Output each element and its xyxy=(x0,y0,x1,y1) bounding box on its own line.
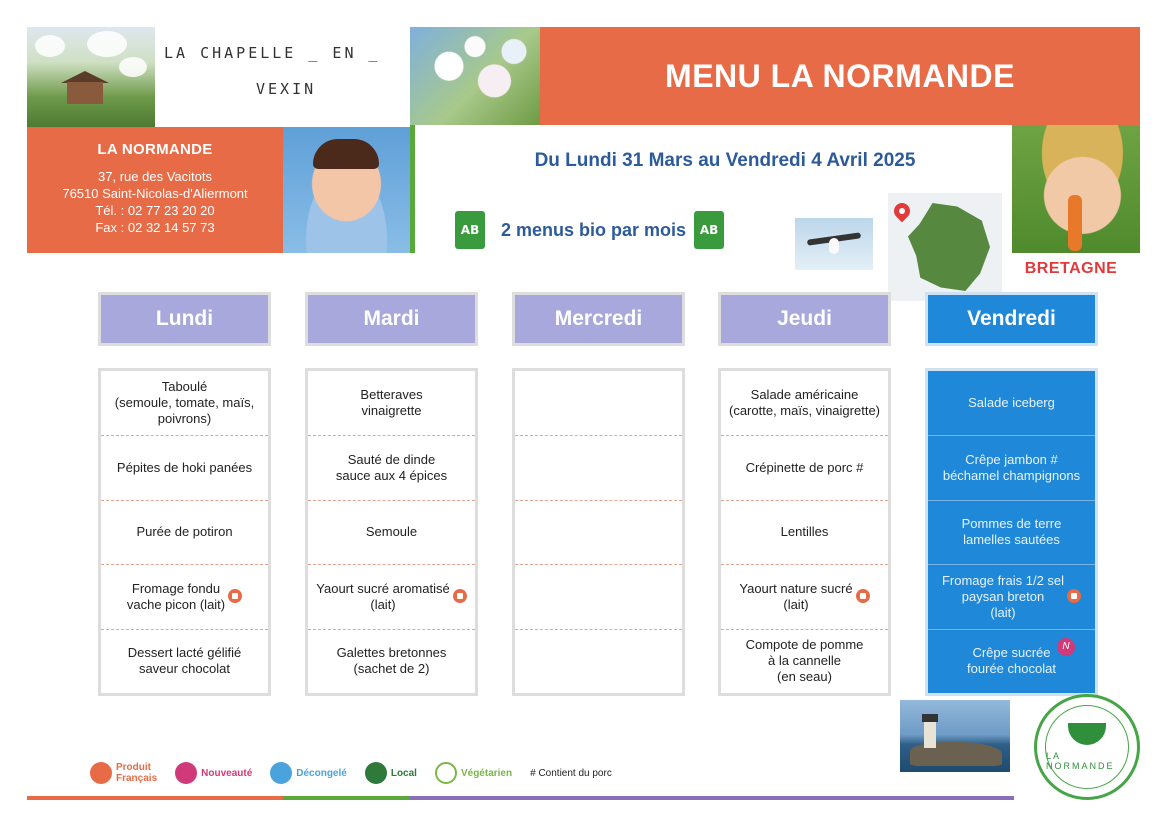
snowflake-icon xyxy=(270,762,292,784)
produit-francais-icon xyxy=(90,762,112,784)
menu-item: Crêpe sucrée fourée chocolat N xyxy=(928,629,1095,693)
la-normande-logo xyxy=(1034,694,1140,800)
day-header-lundi: Lundi xyxy=(98,292,271,346)
menu-item xyxy=(515,371,682,435)
supplier-address-block xyxy=(27,127,283,253)
girl-eating-photo xyxy=(283,127,410,253)
menu-item: Purée de potiron xyxy=(101,500,268,564)
seagull-photo xyxy=(795,218,873,270)
leaf-icon xyxy=(435,762,457,784)
page-title: MENU LA NORMANDE xyxy=(665,57,1015,94)
legend-porc: # Contient du porc xyxy=(530,767,612,779)
day-header-vendredi: Vendredi xyxy=(925,292,1098,346)
supplier-fax: Fax : 02 32 14 57 73 xyxy=(95,220,215,235)
menu-column-vendredi xyxy=(925,368,1098,696)
menu-item: Fromage fondu vache picon (lait) xyxy=(101,564,268,628)
nouveaute-icon xyxy=(175,762,197,784)
blossom-photo xyxy=(410,27,540,125)
boy-carrot-photo xyxy=(1012,125,1140,253)
menu-item: Semoule xyxy=(308,500,475,564)
supplier-street: 37, rue des Vacitots xyxy=(98,169,212,184)
orchard-photo xyxy=(27,27,155,127)
menu-item: Betteraves vinaigrette xyxy=(360,387,423,419)
supplier-name: LA NORMANDE xyxy=(97,141,213,158)
lighthouse-photo xyxy=(900,700,1010,772)
handwritten-line-1: LA CHAPELLE _ EN _ xyxy=(164,44,381,62)
menu-column-lundi xyxy=(98,368,271,696)
france-shape xyxy=(908,203,990,291)
map-pin-icon xyxy=(891,200,914,223)
menu-item: Crépinette de porc # xyxy=(721,435,888,499)
ab-bio-logo-icon-right: AB xyxy=(694,211,724,249)
menu-item xyxy=(515,629,682,693)
menu-column-mercredi xyxy=(512,368,685,696)
dish-icon xyxy=(1068,723,1106,745)
produit-francais-icon xyxy=(453,589,467,603)
footer-rule-orange xyxy=(27,796,283,800)
bio-text: 2 menus bio par mois xyxy=(501,219,687,240)
menu-item: Yaourt nature sucré (lait) xyxy=(721,564,888,628)
handwritten-school-name xyxy=(160,40,400,110)
supplier-phone: Tél. : 02 77 23 20 20 xyxy=(95,203,215,218)
produit-francais-icon xyxy=(1067,589,1081,603)
local-pot-icon xyxy=(365,762,387,784)
menu-item: Yaourt sucré aromatisé (lait) xyxy=(308,564,475,628)
legend-produit-francais: Produit Français xyxy=(90,762,157,784)
region-label: BRETAGNE xyxy=(1024,260,1118,277)
legend xyxy=(90,758,630,788)
produit-francais-icon xyxy=(856,589,870,603)
menu-item: Crêpe jambon # béchamel champignons xyxy=(928,435,1095,499)
day-header-mardi: Mardi xyxy=(305,292,478,346)
day-header-mercredi: Mercredi xyxy=(512,292,685,346)
bio-banner xyxy=(455,210,785,250)
menu-item: Pommes de terre lamelles sautées xyxy=(928,500,1095,564)
menu-item: Galettes bretonnes (sachet de 2) xyxy=(308,629,475,693)
legend-nouveaute: Nouveauté xyxy=(175,762,252,784)
footer-rule-green xyxy=(283,796,410,800)
france-map xyxy=(888,193,1002,301)
supplier-city: 76510 Saint-Nicolas-d'Aliermont xyxy=(62,186,248,201)
menu-item xyxy=(515,435,682,499)
menu-period: Du Lundi 31 Mars au Vendredi 4 Avril 2025 xyxy=(534,150,916,171)
menu-item: Pépites de hoki panées xyxy=(101,435,268,499)
logo-name: LA NORMANDE xyxy=(1046,751,1115,771)
legend-decongele: Décongelé xyxy=(270,762,347,784)
menu-item xyxy=(515,500,682,564)
menu-column-mardi xyxy=(305,368,478,696)
legend-vegetarien: Végétarien xyxy=(435,762,512,784)
menu-item: Dessert lacté gélifié saveur chocolat xyxy=(101,629,268,693)
legend-local: Local xyxy=(365,762,417,784)
menu-item: Fromage frais 1/2 sel paysan breton (lait) xyxy=(928,564,1095,628)
menu-item: Salade iceberg xyxy=(968,395,1055,411)
day-header-jeudi: Jeudi xyxy=(718,292,891,346)
menu-item xyxy=(515,564,682,628)
ab-bio-logo-icon: AB xyxy=(455,211,485,249)
menu-item: Lentilles xyxy=(721,500,888,564)
nouveaute-icon: N xyxy=(1057,638,1075,656)
handwritten-line-2: VEXIN xyxy=(256,80,317,98)
green-divider xyxy=(410,125,415,253)
footer-rule-purple xyxy=(410,796,1014,800)
menu-item: Compote de pomme à la cannelle (en seau) xyxy=(721,629,888,693)
menu-column-jeudi xyxy=(718,368,891,696)
menu-item: Salade américaine (carotte, maïs, vinaigrette) xyxy=(729,387,880,419)
menu-item: Taboulé (semoule, tomate, maïs, poivrons) xyxy=(114,379,255,427)
menu-item: Sauté de dinde sauce aux 4 épices xyxy=(308,435,475,499)
produit-francais-icon xyxy=(228,589,242,603)
title-banner xyxy=(540,27,1140,125)
